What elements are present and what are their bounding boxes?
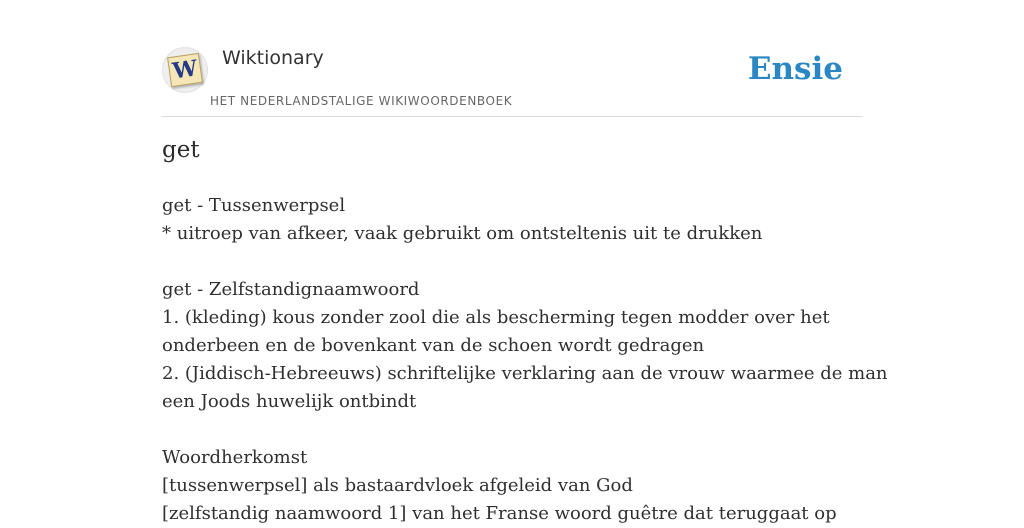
etymology-line-1: [tussenwerpsel] als bastaardvloek afgeleid van God (162, 475, 633, 496)
etymology-heading: Woordherkomst (162, 447, 308, 468)
noun-definition-2-line-2: een Joods huwelijk ontbindt (162, 391, 417, 412)
interjection-definition: * uitroep van afkeer, vaak gebruikt om ontsteltenis uit te drukken (162, 223, 763, 244)
site-tagline: HET NEDERLANDSTALIGE WIKIWOORDENBOEK (210, 94, 513, 108)
etymology-line-2: [zelfstandig naamwoord 1] van het Franse woord guêtre dat teruggaat op (162, 503, 837, 524)
page-title: get (162, 137, 200, 163)
definition-content (162, 192, 888, 528)
site-name[interactable]: Wiktionary (222, 47, 324, 69)
site-header (162, 40, 862, 117)
noun-definition-1-line-1: 1. (kleding) kous zonder zool die als bescherming tegen modder over het (162, 307, 830, 328)
noun-heading: get - Zelfstandignaamwoord (162, 279, 420, 300)
interjection-heading: get - Tussenwerpsel (162, 195, 346, 216)
noun-definition-1-line-2: onderbeen en de bovenkant van de schoen wordt gedragen (162, 335, 705, 356)
spacer (162, 248, 852, 276)
wiktionary-w-tile-icon (167, 53, 203, 87)
spacer (162, 416, 852, 444)
logo-letter: W (170, 55, 200, 85)
noun-definition-2-line-1: 2. (Jiddisch-Hebreeuws) schriftelijke verklaring aan de vrouw waarmee de man (162, 363, 888, 384)
wiktionary-logo[interactable] (162, 47, 208, 93)
ensie-brand-link[interactable]: Ensie (747, 51, 843, 87)
